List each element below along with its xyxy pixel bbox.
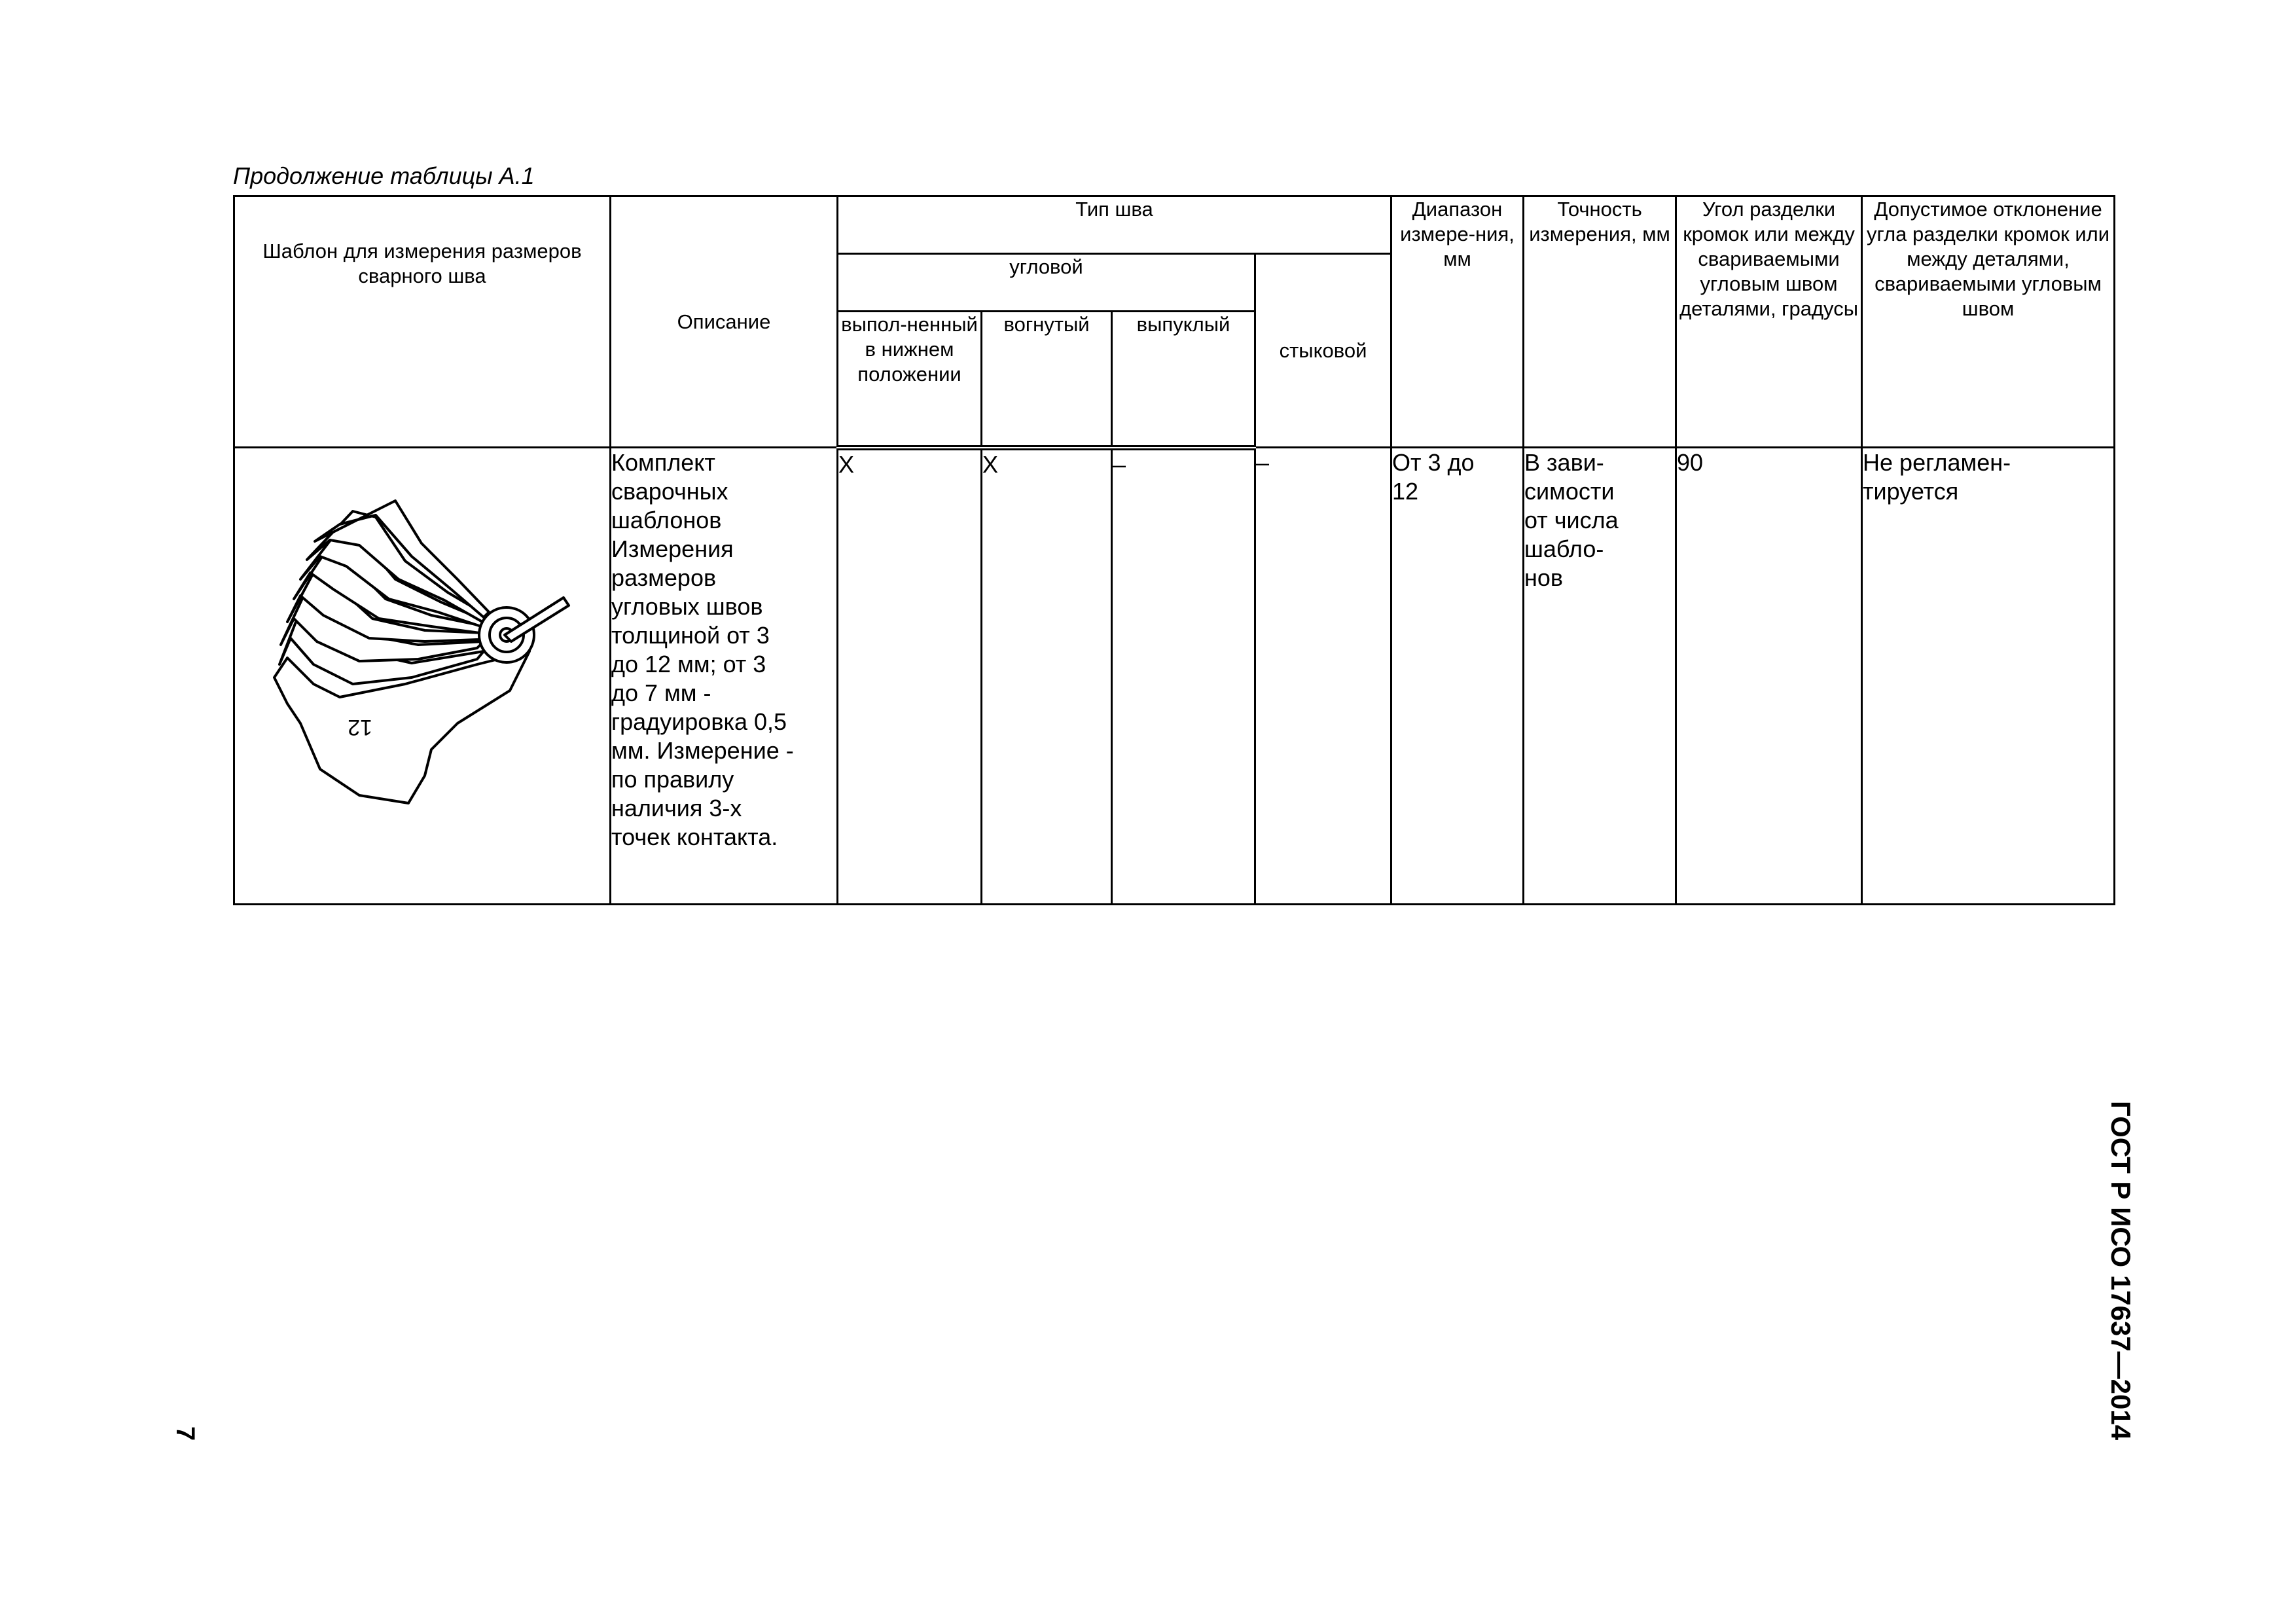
cell-bevel-angle: 90 bbox=[1676, 448, 1862, 905]
header-butt: стыковой bbox=[1255, 254, 1391, 448]
cell-tolerance: Не регламен- тируется bbox=[1862, 448, 2115, 905]
cell-range: От 3 до 12 bbox=[1391, 448, 1524, 905]
weld-gauge-image bbox=[261, 488, 588, 828]
document-id: ГОСТ Р ИСО 17637—2014 bbox=[2106, 1100, 2136, 1441]
header-range: Диапазон измере-ния, мм bbox=[1391, 196, 1524, 448]
header-flat: выпол-ненный в нижнем положении bbox=[838, 312, 982, 448]
header-weld-type: Тип шва bbox=[838, 196, 1391, 254]
table-a1 bbox=[233, 195, 2110, 903]
header-accuracy: Точность измерения, мм bbox=[1524, 196, 1676, 448]
cell-concave: X bbox=[982, 448, 1112, 905]
cell-flat: X bbox=[838, 448, 982, 905]
header-tolerance: Допустимое отклонение угла разделки кромок или между деталями, свариваемыми угловым швом bbox=[1862, 196, 2115, 448]
page-number: 7 bbox=[171, 1426, 200, 1441]
cell-butt: – bbox=[1255, 448, 1391, 905]
cell-accuracy: В зави- симости от числа шабло- нов bbox=[1524, 448, 1676, 905]
header-description: Описание bbox=[611, 196, 838, 448]
weld-gauge-drawing bbox=[234, 448, 611, 905]
header-template: Шаблон для измерения размеров сварного шва bbox=[234, 196, 611, 448]
row-description: Комплект сварочных шаблонов Измерения размеров угловых швов толщиной от 3 до 12 мм; от 3 до 7 мм - градуировка 0,5 мм. Измерение - по правилу наличия 3-х точек контакта. bbox=[611, 448, 838, 905]
header-concave: вогнутый bbox=[982, 312, 1112, 448]
drawing-label: 12 bbox=[348, 715, 372, 740]
header-bevel-angle: Угол разделки кромок или между свариваемыми угловым швом деталями, градусы bbox=[1676, 196, 1862, 448]
cell-convex: – bbox=[1112, 448, 1255, 905]
header-convex: выпуклый bbox=[1112, 312, 1255, 448]
header-fillet: угловой bbox=[838, 254, 1255, 312]
table-caption: Продолжение таблицы А.1 bbox=[233, 162, 535, 189]
